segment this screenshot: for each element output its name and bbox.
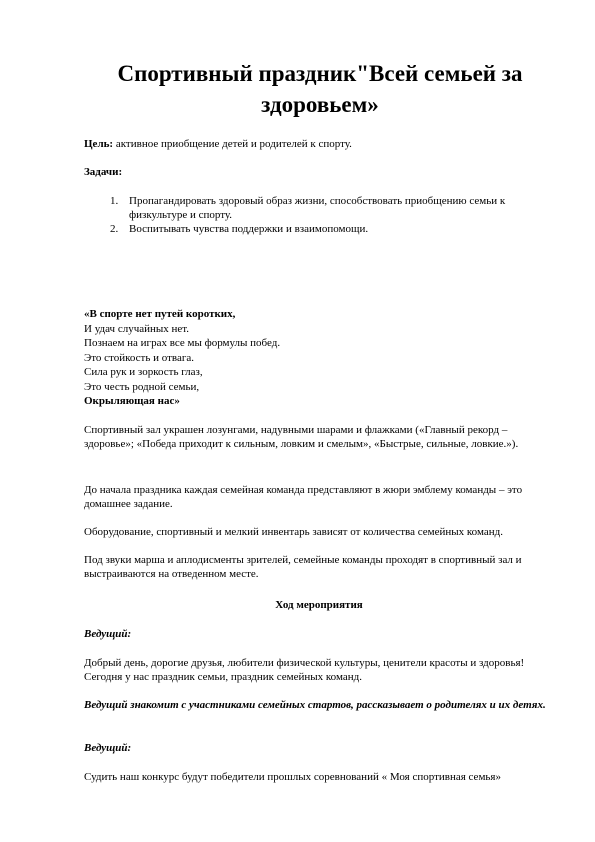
event-heading: Ход мероприятия — [275, 599, 363, 611]
poem-line: Это стойкость и отвага. — [84, 351, 194, 364]
goal-paragraph — [84, 137, 554, 151]
tasks-heading: Задачи: — [84, 166, 123, 178]
poem-line: И удач случайных нет. — [84, 322, 190, 335]
tasks-list — [84, 194, 554, 236]
title-line-2: здоровьем» — [261, 92, 379, 117]
poem-line: Познаем на играх все мы формулы побед. — [84, 337, 281, 349]
task-number: 1. — [110, 195, 119, 207]
goal-text: активное приобщение детей и родителей к спорту. — [113, 138, 352, 150]
task-text: Пропагандировать здоровый образ жизни, способствовать приобщению семьи к физкультуре и спорту. — [129, 195, 506, 221]
title-line-1: Спортивный праздник"Всей семьей за — [117, 61, 523, 86]
poem-epigraph — [84, 307, 554, 409]
paragraph-equipment: Оборудование, спортивный и мелкий инвентарь зависят от количества семейных команд. — [84, 526, 503, 538]
paragraph-emblem: До начала праздника каждая семейная команда представляют в жюри эмблему команды – это домашнее задание. — [84, 484, 523, 510]
poem-line: Окрыляющая нас» — [84, 395, 180, 407]
task-item — [84, 194, 554, 222]
document-title — [70, 58, 570, 120]
host-speech: Добрый день, дорогие друзья, любители физической культуры, ценители красоты и здоровья! Сегодня у нас праздник семьи, праздник семейных команд. — [84, 657, 525, 683]
task-text: Воспитывать чувства поддержки и взаимопомощи. — [129, 223, 369, 235]
task-item — [84, 222, 554, 236]
poem-line: «В спорте нет путей коротких, — [84, 308, 236, 320]
poem-line: Сила рук и зоркость глаз, — [84, 366, 203, 378]
host-label: Ведущий: — [84, 742, 132, 754]
host-label: Ведущий: — [84, 628, 132, 640]
goal-label: Цель: — [84, 138, 114, 150]
poem-line: Это честь родной семьи, — [84, 380, 200, 393]
task-number: 2. — [110, 223, 119, 235]
host-speech: Судить наш конкурс будут победители прошлых соревнований « Моя спортивная семья» — [84, 771, 501, 783]
host-intro-note: Ведущий знакомит с участниками семейных стартов, рассказывает о родителях и их детях. — [84, 699, 546, 711]
paragraph-hall-decoration: Спортивный зал украшен лозунгами, надувными шарами и флажками («Главный рекорд – здоровье»; «Победа приходит к сильным, ловким и смелым», «Быстрые, сильные, ловкие.»). — [84, 424, 519, 450]
paragraph-march: Под звуки марша и аплодисменты зрителей, семейные команды проходят в спортивный зал и выстраиваются на отведенном месте. — [84, 554, 522, 580]
